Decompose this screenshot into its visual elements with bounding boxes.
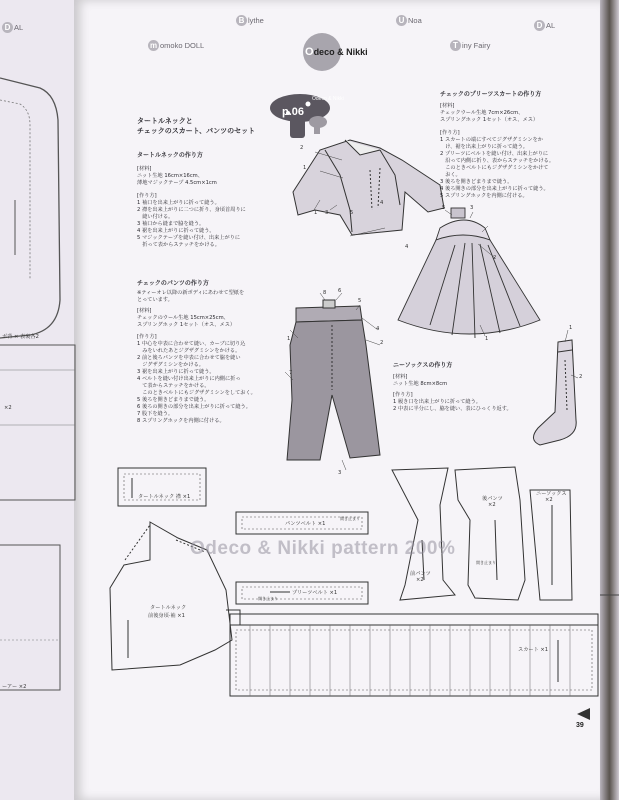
- tab-dal[interactable]: [534, 20, 555, 31]
- skirt-step: 1 スカートの端にすべてジグザグミシンをか: [440, 137, 543, 143]
- tab-label: lythe: [248, 16, 264, 25]
- turtleneck-callout: 1: [314, 210, 318, 216]
- pants-step: 8 スプリングホックを内側に付ける。: [137, 418, 225, 424]
- pattern-label-pleats-belt: プリーツベルト ×1: [292, 590, 338, 596]
- set-title-line2: チェックのスカート、パンツのセット: [137, 127, 256, 135]
- pants-step: 1 中心を中表に合わせて縫い、カーブに切り込: [137, 341, 246, 347]
- socks-callout: 1: [569, 325, 573, 331]
- pattern-label-back-pants: ×2: [488, 502, 496, 508]
- skirt-step: 沿って内側に折り、表からステッチをかける。: [440, 158, 555, 164]
- skirt-material: スプリングホック 1セット（オス、メス）: [440, 117, 539, 123]
- tab-initial: T: [450, 40, 461, 51]
- pants-note: とっています。: [137, 297, 173, 303]
- left-page-text: ーアー ×2: [2, 684, 27, 690]
- skirt-step: 4 後ろ開きの部分を出来上がりに折って縫う。: [440, 186, 549, 192]
- skirt-step: おく。: [440, 172, 461, 178]
- turtleneck-title: タートルネックの作り方: [137, 152, 203, 159]
- pants-step: 5 後ろを開きどまりまで縫う。: [137, 397, 210, 403]
- set-title-line1: タートルネックと: [137, 117, 193, 125]
- tab-label: deco & Nikki: [313, 47, 368, 57]
- turtleneck-callout: 5: [350, 210, 354, 216]
- pants-callout: 7: [289, 370, 293, 376]
- tab-initial: O: [305, 46, 314, 58]
- pants-callout: 6: [338, 288, 342, 294]
- left-page-text: ボ背 × 表裏各2: [2, 334, 39, 340]
- tab-initial: D: [534, 20, 545, 31]
- pattern-label-front-pants: ×2: [416, 577, 424, 583]
- pants-callout: 1: [287, 336, 291, 342]
- turtleneck-materials-heading: [材料]: [137, 166, 152, 172]
- skirt-title: チェックのプリーツスカートの作り方: [440, 91, 542, 98]
- socks-step: 2 中表に半分にし、脇を縫い、表にひっくり返す。: [393, 406, 512, 412]
- turtleneck-callout: 2: [300, 145, 304, 151]
- tab-label: Noa: [408, 16, 422, 25]
- tab-tiny-fairy[interactable]: [450, 40, 490, 51]
- pattern-label-back-pants: 後パンツ: [482, 496, 503, 502]
- pants-callout: 2: [380, 340, 384, 346]
- pants-step: みをいれたあとジグザグミシンをかける。: [137, 348, 241, 354]
- pants-step: ジグザグミシンをかける。: [137, 362, 204, 368]
- skirt-material: チェックウール生地 7cm×26cm、: [440, 110, 524, 116]
- pants-step: て表からステッチをかける。: [137, 383, 210, 389]
- turtleneck-step: 5 マジックテープを縫い付け、出来上がりに: [137, 235, 241, 241]
- pants-materials-heading: [材料]: [137, 308, 152, 314]
- tab-odeco-nikki[interactable]: [305, 46, 368, 58]
- pattern-label-front-pants: 前パンツ: [410, 571, 431, 577]
- left-page-text: ×2: [4, 405, 12, 411]
- skirt-callout: 1: [485, 336, 489, 342]
- skirt-callout: 4: [405, 244, 409, 250]
- skirt-step: 2 プリーツにベルトを縫い付け、出来上がりに: [440, 151, 549, 157]
- socks-steps-heading: [作り方]: [393, 392, 413, 398]
- pattern-label-knee-socks: ニーソックス: [536, 491, 567, 497]
- pattern-label-body: タートルネック: [150, 605, 187, 611]
- turtleneck-callout: 4: [380, 200, 384, 206]
- socks-material: ニット生地 8cm×8cm: [393, 381, 448, 387]
- socks-callout: 2: [579, 374, 583, 380]
- tab-label: iny Fairy: [462, 41, 491, 50]
- tab-label: omoko DOLL: [160, 41, 205, 50]
- tab-initial: B: [236, 15, 247, 26]
- pants-step: 3 裾を出来上がりに折って縫う。: [137, 369, 215, 375]
- turtleneck-material: ニット生地 16cm×16cm、: [137, 173, 203, 179]
- pants-steps-heading: [作り方]: [137, 334, 157, 340]
- tab-momoko-doll[interactable]: [148, 40, 204, 51]
- turtleneck-callout: 1: [303, 165, 307, 171]
- skirt-callout: 3: [470, 205, 474, 211]
- skirt-callout: 5: [442, 205, 446, 211]
- watermark: Odeco & Nikki pattern 200%: [190, 538, 456, 559]
- pattern-label-opening: 開き止まり: [476, 560, 496, 565]
- pants-material: チェックのウール生地 15cm×25cm、: [137, 315, 229, 321]
- socks-materials-heading: [材料]: [393, 374, 408, 380]
- tab-initial: D: [2, 22, 13, 33]
- pattern-label-skirt: スカート ×1: [518, 647, 549, 653]
- turtleneck-step: 折って表からステッチをかける。: [137, 242, 220, 248]
- tab-unoa[interactable]: [396, 15, 422, 26]
- tab-label: AL: [546, 21, 556, 30]
- pattern-label-body: 前後身頃·袖 ×1: [148, 613, 185, 619]
- pants-note: ※ティーオレ以降の新ボディにあわせて型紙を: [137, 290, 245, 296]
- pattern-label-pants-belt: パンツベルト ×1: [285, 521, 326, 527]
- pants-step: 6 後ろの開きの部分を出来上がりに折って縫う。: [137, 404, 251, 410]
- pants-callout: 3: [338, 470, 342, 476]
- skirt-step: 5 スプリングホックを内側に付ける。: [440, 193, 528, 199]
- skirt-step: け、裾を出来上がりに折って縫う。: [440, 144, 528, 150]
- socks-step: 1 履き口を出来上がりに折って縫う。: [393, 399, 481, 405]
- turtleneck-step: 1 袖口を出来上がりに折って縫う。: [137, 200, 220, 206]
- skirt-step: このときベルトにもジグザグミシンをかけて: [440, 165, 549, 171]
- pants-callout: 5: [358, 298, 362, 304]
- badge-doll-label: Odeco & Nikki: [312, 96, 344, 102]
- skirt-materials-heading: [材料]: [440, 103, 455, 109]
- pattern-label-opening: 開き止まり: [340, 516, 360, 521]
- tab-initial: m: [149, 41, 158, 50]
- turtleneck-callout: 3: [325, 210, 329, 216]
- tab-initial: U: [396, 15, 407, 26]
- pattern-label-collar: タートルネック 襟 ×1: [138, 494, 191, 500]
- turtleneck-material: 薄地マジックテープ 4.5cm×1cm: [137, 180, 217, 186]
- skirt-step: 3 後ろを開きどまりまで縫う。: [440, 179, 513, 185]
- turtleneck-steps-heading: [作り方]: [137, 193, 157, 199]
- tab-blythe[interactable]: [236, 15, 264, 26]
- turtleneck-step: 2 襟を出来上がりに二つに折り、身頃首周りに: [137, 207, 246, 213]
- socks-title: ニーソックスの作り方: [393, 362, 453, 369]
- pants-step: 2 前と後ろパンツを中表に合わせて脇を縫い: [137, 355, 241, 361]
- pattern-label-opening: 開き止まり: [258, 596, 278, 601]
- pants-callout: 4: [376, 326, 380, 332]
- pants-step: このときベルトにもジグザグミシンをしておく。: [137, 390, 256, 396]
- skirt-callout: 2: [493, 255, 497, 261]
- tab-dal-left[interactable]: [2, 22, 23, 33]
- turtleneck-step: 4 裾を出来上がりに折って縫う。: [137, 228, 215, 234]
- pants-material: スプリングホック 1セット（オス、メス）: [137, 322, 236, 328]
- pattern-label-knee-socks: ×2: [545, 497, 553, 503]
- turtleneck-step: 3 袖口から縫まで脇を縫う。: [137, 221, 205, 227]
- skirt-steps-heading: [作り方]: [440, 130, 460, 136]
- page-ref-badge: p.06: [282, 106, 305, 118]
- tab-label: AL: [14, 23, 24, 32]
- page-number: 39: [576, 722, 584, 729]
- pants-title: チェックのパンツの作り方: [137, 280, 209, 287]
- pants-step: 4 ベルトを縫い付け出来上がりに内側に折っ: [137, 376, 241, 382]
- pants-callout: 8: [323, 290, 327, 296]
- turtleneck-step: 縫い付ける。: [137, 214, 174, 220]
- pants-step: 7 股下を縫う。: [137, 411, 174, 417]
